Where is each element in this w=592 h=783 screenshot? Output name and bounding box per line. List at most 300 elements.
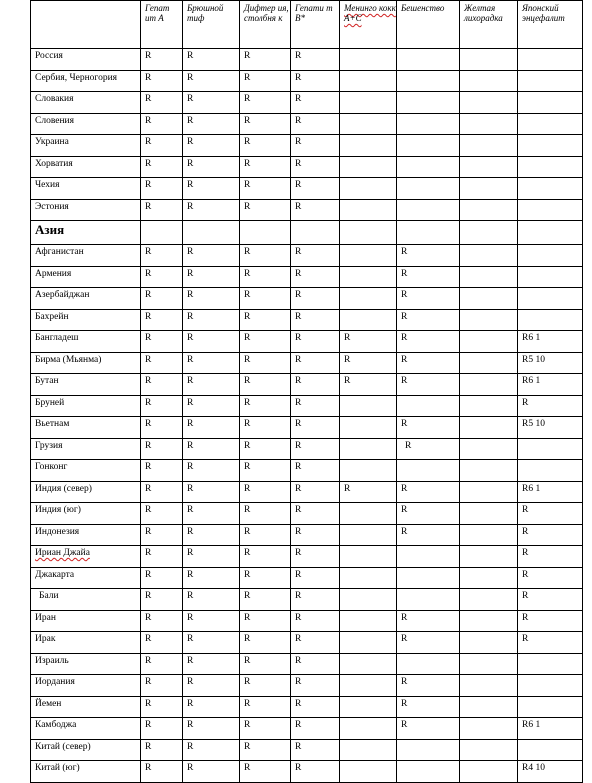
vaccine-cell [460, 546, 518, 568]
vaccine-cell: R [340, 374, 397, 396]
vaccine-cell [518, 113, 583, 135]
vaccine-cell [460, 675, 518, 697]
vaccine-cell [518, 135, 583, 157]
table-row [31, 524, 583, 546]
header-cell-typhoid: Брюшной тиф [183, 1, 240, 49]
vaccine-cell: R [291, 352, 340, 374]
vaccine-cell: R [141, 352, 183, 374]
vaccine-cell [460, 113, 518, 135]
vaccine-cell: R [141, 675, 183, 697]
vaccine-cell: R [141, 718, 183, 740]
vaccine-cell: R [141, 92, 183, 114]
vaccine-cell [460, 739, 518, 761]
vaccine-cell [340, 567, 397, 589]
vaccine-cell [460, 567, 518, 589]
vaccine-cell: R [183, 331, 240, 353]
vaccine-cell: R [141, 546, 183, 568]
vaccine-cell [340, 718, 397, 740]
vaccine-cell [340, 70, 397, 92]
vaccine-cell [397, 653, 460, 675]
header-cell-country [31, 1, 141, 49]
vaccine-cell: R [183, 653, 240, 675]
vaccine-cell [460, 696, 518, 718]
vaccine-cell [518, 288, 583, 310]
vaccine-cell [340, 524, 397, 546]
vaccine-cell: R [397, 503, 460, 525]
vaccine-cell: R [141, 438, 183, 460]
table-row [31, 610, 583, 632]
vaccine-cell: R [291, 546, 340, 568]
vaccine-cell: R [240, 49, 291, 71]
vaccine-cell: R [397, 417, 460, 439]
vaccine-cell: R [240, 245, 291, 267]
vaccine-cell: R [240, 524, 291, 546]
vaccine-cell [340, 417, 397, 439]
vaccine-cell: R [183, 503, 240, 525]
country-cell: Украина [31, 135, 141, 157]
vaccine-cell [460, 352, 518, 374]
vaccine-cell: R [291, 503, 340, 525]
vaccine-cell: R [183, 113, 240, 135]
vaccine-cell: R [183, 135, 240, 157]
vaccine-cell [340, 395, 397, 417]
vaccine-cell: R [141, 696, 183, 718]
table-row [31, 761, 583, 783]
country-cell: Азербайджан [31, 288, 141, 310]
table-row [31, 546, 583, 568]
vaccine-cell: R6 1 [518, 331, 583, 353]
vaccine-cell: R [240, 761, 291, 783]
vaccine-cell [460, 288, 518, 310]
country-cell: Афганистан [31, 245, 141, 267]
country-cell: Словения [31, 113, 141, 135]
vaccine-cell [460, 395, 518, 417]
vaccine-cell: R [183, 266, 240, 288]
vaccine-cell: R [183, 70, 240, 92]
vaccine-cell: R [291, 199, 340, 221]
vaccine-cell [460, 589, 518, 611]
vaccine-cell [340, 460, 397, 482]
vaccine-cell: R [291, 135, 340, 157]
vaccine-cell: R [240, 266, 291, 288]
vaccine-cell [518, 460, 583, 482]
country-cell: Ириан Джайа [31, 546, 141, 568]
vaccine-cell: R [240, 199, 291, 221]
vaccine-cell [397, 739, 460, 761]
table-row [31, 460, 583, 482]
vaccine-cell: R [240, 481, 291, 503]
country-cell: Вьетнам [31, 417, 141, 439]
vaccine-cell: R [183, 395, 240, 417]
vaccine-cell: R [291, 610, 340, 632]
vaccine-cell [340, 135, 397, 157]
vaccine-cell: R [183, 199, 240, 221]
vaccine-cell: R [141, 374, 183, 396]
vaccine-cell [340, 589, 397, 611]
vaccine-cell: R [397, 610, 460, 632]
vaccine-cell: R [291, 632, 340, 654]
vaccine-cell: R6 1 [518, 481, 583, 503]
vaccine-cell: R [340, 481, 397, 503]
header-cell-rabies: Бешенство [397, 1, 460, 49]
vaccine-cell: R [240, 417, 291, 439]
header-cell-hepatitis-a: Гепат ит А [141, 1, 183, 49]
vaccine-cell: R [291, 567, 340, 589]
vaccine-cell [340, 92, 397, 114]
vaccine-cell: R [141, 739, 183, 761]
vaccine-cell: R [183, 524, 240, 546]
vaccine-cell [340, 761, 397, 783]
header-row [31, 1, 583, 49]
table-row [31, 567, 583, 589]
vaccine-cell: R [291, 761, 340, 783]
vaccine-cell: R [183, 481, 240, 503]
vaccine-cell: R [397, 524, 460, 546]
country-cell: Сербия, Черногория [31, 70, 141, 92]
country-cell: Иордания [31, 675, 141, 697]
vaccine-cell: R [291, 589, 340, 611]
vaccine-cell [518, 653, 583, 675]
table-row [31, 395, 583, 417]
vaccine-cell [340, 309, 397, 331]
vaccine-cell: R [291, 266, 340, 288]
vaccine-cell [460, 49, 518, 71]
table-row [31, 245, 583, 267]
vaccine-cell [460, 309, 518, 331]
vaccine-cell: R [291, 524, 340, 546]
country-cell: Хорватия [31, 156, 141, 178]
vaccine-cell [397, 156, 460, 178]
vaccine-cell: R6 1 [518, 718, 583, 740]
vaccine-cell: R [141, 460, 183, 482]
vaccine-cell: R [183, 632, 240, 654]
table-row [31, 589, 583, 611]
vaccine-cell [397, 395, 460, 417]
vaccine-cell: R [183, 374, 240, 396]
vaccine-cell: R [291, 653, 340, 675]
country-cell: Китай (север) [31, 739, 141, 761]
country-cell: Бахрейн [31, 309, 141, 331]
table-row [31, 675, 583, 697]
vaccine-cell: R [183, 49, 240, 71]
vaccine-cell: R [240, 503, 291, 525]
table-row [31, 718, 583, 740]
vaccine-cell: R [183, 156, 240, 178]
vaccine-cell: R [518, 395, 583, 417]
table-row [31, 178, 583, 200]
vaccine-cell: R [141, 567, 183, 589]
vaccine-cell: R [183, 92, 240, 114]
vaccine-cell [518, 156, 583, 178]
vaccine-cell: R [291, 696, 340, 718]
vaccine-cell: R [141, 632, 183, 654]
vaccine-cell: R [397, 696, 460, 718]
vaccine-cell [340, 266, 397, 288]
vaccine-cell: R [397, 331, 460, 353]
table-row [31, 199, 583, 221]
vaccine-cell [518, 696, 583, 718]
vaccine-cell: R [240, 113, 291, 135]
vaccine-cell: R [240, 374, 291, 396]
vaccine-cell: R [291, 438, 340, 460]
vaccine-cell: R [141, 589, 183, 611]
vaccine-cell: R [240, 460, 291, 482]
table-row [31, 481, 583, 503]
vaccine-cell: R [240, 610, 291, 632]
vaccine-cell: R [291, 739, 340, 761]
vaccine-cell: R [141, 178, 183, 200]
vaccine-cell: R [183, 761, 240, 783]
vaccine-cell [460, 92, 518, 114]
vaccine-cell: R [340, 352, 397, 374]
vaccine-cell [460, 718, 518, 740]
country-cell: Гонконг [31, 460, 141, 482]
vaccine-cell [518, 70, 583, 92]
vaccine-cell: R [183, 567, 240, 589]
vaccine-cell: R5 10 [518, 352, 583, 374]
vaccine-cell: R6 1 [518, 374, 583, 396]
header-cell-hepatitis-b: Гепати т В* [291, 1, 340, 49]
vaccine-cell [340, 156, 397, 178]
country-cell: Ирак [31, 632, 141, 654]
vaccine-cell [460, 266, 518, 288]
vaccine-cell: R [240, 352, 291, 374]
table-row [31, 156, 583, 178]
vaccine-cell: R [291, 417, 340, 439]
table-row [31, 438, 583, 460]
vaccine-cell: R [183, 696, 240, 718]
header-cell-yellow-fever: Желтая лихорадка [460, 1, 518, 49]
vaccine-cell: R [291, 92, 340, 114]
vaccine-cell [518, 675, 583, 697]
country-cell: Эстония [31, 199, 141, 221]
vaccine-cell [340, 438, 397, 460]
vaccine-cell: R [240, 135, 291, 157]
vaccine-cell: R [291, 331, 340, 353]
vaccine-cell [460, 761, 518, 783]
vaccine-cell: R [141, 653, 183, 675]
table-row [31, 632, 583, 654]
asia-section [31, 221, 583, 245]
europe-rows [31, 49, 583, 221]
vaccine-cell: R [291, 156, 340, 178]
table-row [31, 135, 583, 157]
table-row [31, 653, 583, 675]
vaccine-cell [460, 653, 518, 675]
vaccine-cell: R [518, 567, 583, 589]
vaccine-cell [460, 460, 518, 482]
vaccine-cell [460, 331, 518, 353]
vaccine-cell: R [291, 70, 340, 92]
vaccine-cell: R [183, 417, 240, 439]
header-cell-japanese-encephalitis: Японский энцефалит [518, 1, 583, 49]
vaccine-cell [340, 696, 397, 718]
vaccine-cell: R [518, 589, 583, 611]
vaccine-cell [397, 70, 460, 92]
vaccine-cell [397, 113, 460, 135]
vaccine-cell: R [240, 739, 291, 761]
vaccine-cell: R [183, 309, 240, 331]
country-cell: Индонезия [31, 524, 141, 546]
vaccine-cell: R [240, 675, 291, 697]
vaccine-cell [340, 632, 397, 654]
vaccine-cell: R [141, 156, 183, 178]
vaccine-cell [340, 178, 397, 200]
vaccine-cell: R [291, 718, 340, 740]
vaccine-cell [460, 438, 518, 460]
vaccine-cell: R [141, 331, 183, 353]
vaccine-cell [340, 49, 397, 71]
vaccine-cell: R5 10 [518, 417, 583, 439]
header-cell-diphtheria-tetanus: Дифтер ия, столбня к [240, 1, 291, 49]
vaccine-cell [460, 481, 518, 503]
vaccine-cell: R [240, 288, 291, 310]
vaccine-cell: R [291, 245, 340, 267]
vaccine-cell: R [141, 70, 183, 92]
vaccine-cell [397, 49, 460, 71]
vaccine-cell [340, 675, 397, 697]
vaccine-cell [340, 113, 397, 135]
section-row [31, 221, 583, 245]
vaccine-cell: R [141, 288, 183, 310]
vaccine-cell: R [183, 610, 240, 632]
vaccine-cell: R [291, 460, 340, 482]
vaccine-cell: R [397, 352, 460, 374]
vaccine-cell: R [291, 49, 340, 71]
country-cell: Армения [31, 266, 141, 288]
vaccine-cell: R [291, 178, 340, 200]
vaccine-cell: R [240, 438, 291, 460]
vaccine-cell [340, 610, 397, 632]
vaccine-cell: R [240, 70, 291, 92]
vaccine-cell [460, 374, 518, 396]
vaccine-cell: R [240, 567, 291, 589]
vaccine-cell: R [141, 199, 183, 221]
vaccine-cell [460, 610, 518, 632]
vaccine-cell [340, 199, 397, 221]
vaccine-cell [518, 199, 583, 221]
vaccine-cell [518, 438, 583, 460]
vaccine-cell [460, 503, 518, 525]
vaccine-cell: R [183, 245, 240, 267]
vaccine-cell [460, 245, 518, 267]
country-cell: Индия (юг) [31, 503, 141, 525]
vaccine-cell [460, 70, 518, 92]
country-cell: Камбоджа [31, 718, 141, 740]
vaccine-cell [397, 199, 460, 221]
vaccine-cell: R [291, 395, 340, 417]
vaccine-cell [518, 266, 583, 288]
vaccine-cell [340, 245, 397, 267]
vaccine-cell: R [397, 632, 460, 654]
vaccine-cell: R [240, 718, 291, 740]
vaccine-cell: R [183, 739, 240, 761]
vaccine-cell: R [141, 503, 183, 525]
vaccine-cell: R [183, 178, 240, 200]
vaccine-cell: R [240, 178, 291, 200]
country-cell: Бирма (Мьянма) [31, 352, 141, 374]
vaccine-cell: R [240, 632, 291, 654]
vaccine-cell: R [141, 524, 183, 546]
vaccine-cell [397, 460, 460, 482]
vaccine-cell: R [397, 374, 460, 396]
vaccine-cell: R [183, 438, 240, 460]
vaccine-cell [397, 178, 460, 200]
table-row [31, 113, 583, 135]
vaccine-cell [460, 156, 518, 178]
country-cell: Джакарта [31, 567, 141, 589]
vaccine-cell [340, 503, 397, 525]
vaccine-cell: R [518, 503, 583, 525]
vaccine-cell [518, 739, 583, 761]
vaccine-cell: R [291, 288, 340, 310]
vaccine-cell: R [240, 309, 291, 331]
country-cell: Грузия [31, 438, 141, 460]
country-cell: Израиль [31, 653, 141, 675]
vaccine-cell: R [183, 589, 240, 611]
country-cell: Россия [31, 49, 141, 71]
vaccine-cell: R [340, 331, 397, 353]
vaccine-cell: R [183, 352, 240, 374]
country-cell: Чехия [31, 178, 141, 200]
vaccine-cell [340, 739, 397, 761]
vaccine-cell: R [397, 288, 460, 310]
table-row [31, 739, 583, 761]
vaccine-cell: R [141, 245, 183, 267]
vaccine-cell [397, 567, 460, 589]
vaccine-cell: R [240, 546, 291, 568]
vaccine-cell: R [183, 546, 240, 568]
country-cell: Йемен [31, 696, 141, 718]
vaccine-cell: R [141, 417, 183, 439]
vaccine-cell [518, 92, 583, 114]
vaccine-cell: R [397, 438, 460, 460]
vaccine-cell [518, 178, 583, 200]
vaccine-cell: R [397, 266, 460, 288]
vaccine-cell [340, 288, 397, 310]
table-row [31, 49, 583, 71]
vaccine-cell [397, 546, 460, 568]
vaccine-cell: R [397, 675, 460, 697]
vaccine-cell: R4 10 [518, 761, 583, 783]
vaccine-cell [460, 135, 518, 157]
vaccine-cell: R [240, 653, 291, 675]
vaccine-cell: R [397, 309, 460, 331]
vaccine-cell: R [141, 610, 183, 632]
vaccine-cell [397, 135, 460, 157]
table-row [31, 309, 583, 331]
vaccine-cell: R [397, 718, 460, 740]
table-row [31, 288, 583, 310]
table-row [31, 374, 583, 396]
vaccine-cell: R [141, 135, 183, 157]
table-row [31, 92, 583, 114]
vaccine-cell: R [240, 92, 291, 114]
vaccine-cell [460, 632, 518, 654]
vaccine-cell: R [397, 481, 460, 503]
vaccine-cell: R [141, 49, 183, 71]
vaccine-cell [460, 524, 518, 546]
vaccine-cell [518, 245, 583, 267]
vaccine-cell: R [291, 374, 340, 396]
header-cell-meningococcus: Менинго кокк А+С [340, 1, 397, 49]
vaccine-cell [397, 92, 460, 114]
vaccine-cell: R [240, 395, 291, 417]
vaccine-cell: R [518, 546, 583, 568]
country-cell: Бруней [31, 395, 141, 417]
vaccine-cell: R [183, 675, 240, 697]
vaccine-cell [460, 178, 518, 200]
